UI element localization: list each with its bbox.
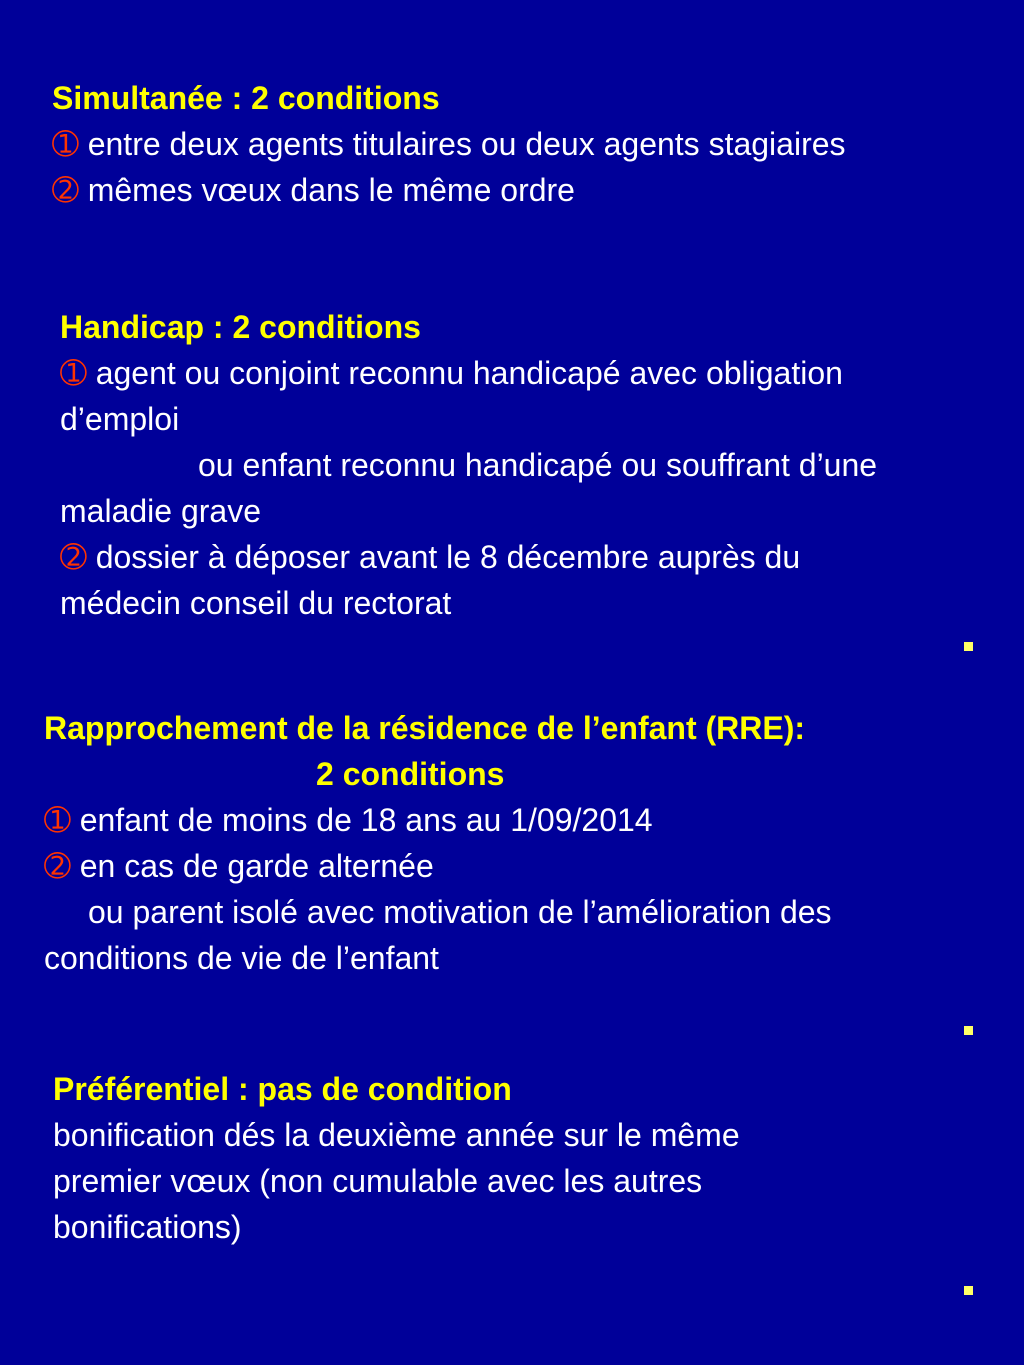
list-item bbox=[44, 843, 832, 889]
section-subtitle: 2 conditions bbox=[316, 756, 505, 792]
number-1-icon: ➀ bbox=[52, 126, 79, 162]
section-handicap bbox=[60, 304, 877, 626]
body-text: bonifications) bbox=[53, 1209, 242, 1245]
list-item bbox=[60, 350, 877, 396]
section-title: Handicap : 2 conditions bbox=[60, 309, 421, 345]
body-text: bonification dés la deuxième année sur le même bbox=[53, 1117, 740, 1153]
section-title: Rapprochement de la résidence de l’enfant (RRE): bbox=[44, 710, 806, 746]
list-item bbox=[44, 797, 832, 843]
item-text: mêmes vœux dans le même ordre bbox=[87, 172, 575, 208]
section-preferentiel bbox=[53, 1066, 740, 1250]
item-text: dossier à déposer avant le 8 décembre auprès du bbox=[95, 539, 801, 575]
list-item bbox=[52, 167, 846, 213]
section-rre bbox=[44, 705, 832, 981]
section-title: Simultanée : 2 conditions bbox=[52, 80, 440, 116]
section-simultanee bbox=[52, 75, 846, 213]
item-text: conditions de vie de l’enfant bbox=[44, 940, 439, 976]
item-text: agent ou conjoint reconnu handicapé avec obligation bbox=[95, 355, 843, 391]
number-1-icon: ➀ bbox=[60, 355, 87, 391]
item-text: ou enfant reconnu handicapé ou souffrant d’une bbox=[198, 447, 878, 483]
item-text: médecin conseil du rectorat bbox=[60, 585, 452, 621]
item-text: ou parent isolé avec motivation de l’amélioration des bbox=[88, 894, 832, 930]
square-bullet-icon bbox=[964, 642, 973, 651]
list-item bbox=[60, 534, 877, 580]
item-text: entre deux agents titulaires ou deux agents stagiaires bbox=[87, 126, 846, 162]
number-2-icon: ➁ bbox=[44, 848, 71, 884]
item-text: enfant de moins de 18 ans au 1/09/2014 bbox=[79, 802, 653, 838]
square-bullet-icon bbox=[964, 1286, 973, 1295]
item-text: en cas de garde alternée bbox=[79, 848, 434, 884]
square-bullet-icon bbox=[964, 1026, 973, 1035]
list-item bbox=[52, 121, 846, 167]
number-2-icon: ➁ bbox=[52, 172, 79, 208]
section-title: Préférentiel : pas de condition bbox=[53, 1071, 512, 1107]
number-1-icon: ➀ bbox=[44, 802, 71, 838]
number-2-icon: ➁ bbox=[60, 539, 87, 575]
item-text: d’emploi bbox=[60, 401, 180, 437]
item-text: maladie grave bbox=[60, 493, 261, 529]
body-text: premier vœux (non cumulable avec les autres bbox=[53, 1163, 703, 1199]
